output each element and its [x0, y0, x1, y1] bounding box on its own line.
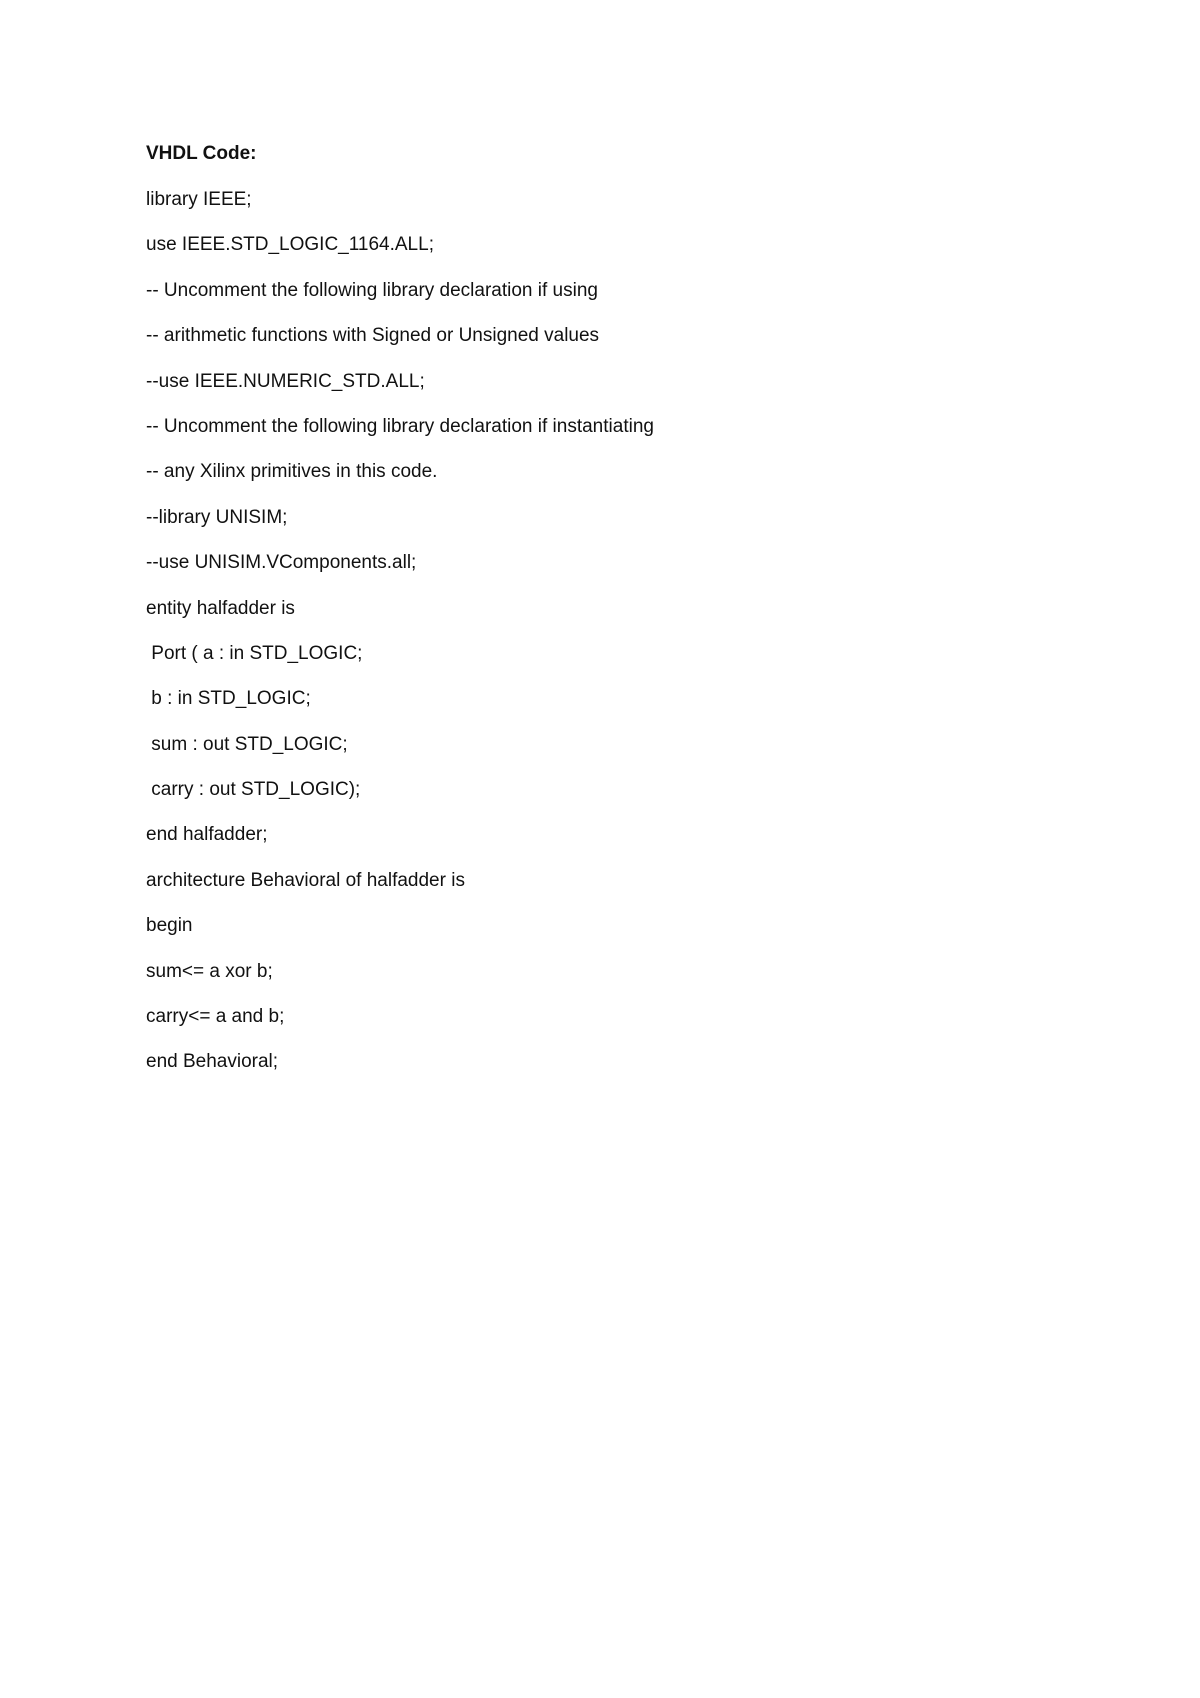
document-content — [146, 142, 1106, 1096]
code-line: --use IEEE.NUMERIC_STD.ALL; — [146, 370, 425, 392]
code-line: --use UNISIM.VComponents.all; — [146, 552, 417, 574]
code-line: -- arithmetic functions with Signed or Unsigned values — [146, 325, 600, 347]
code-line: sum<= a xor b; — [146, 960, 273, 982]
code-line: end halfadder; — [146, 824, 268, 846]
code-line: begin — [146, 915, 193, 937]
code-line: end Behavioral; — [146, 1051, 279, 1073]
code-line: -- Uncomment the following library declaration if using — [146, 279, 598, 301]
code-line: Port ( a : in STD_LOGIC; — [146, 642, 363, 664]
code-line: architecture Behavioral of halfadder is — [146, 869, 465, 891]
code-line: --library UNISIM; — [146, 506, 288, 528]
code-line: b : in STD_LOGIC; — [146, 688, 311, 710]
code-line: -- Uncomment the following library declaration if instantiating — [146, 415, 654, 437]
code-line: use IEEE.STD_LOGIC_1164.ALL; — [146, 234, 434, 256]
code-line: -- any Xilinx primitives in this code. — [146, 461, 438, 483]
code-listing — [146, 188, 1106, 1096]
code-line: carry<= a and b; — [146, 1006, 285, 1028]
code-line: carry : out STD_LOGIC); — [146, 779, 361, 801]
code-line: sum : out STD_LOGIC; — [146, 733, 348, 755]
code-line: entity halfadder is — [146, 597, 295, 619]
document-heading: VHDL Code: — [146, 143, 257, 164]
code-line: library IEEE; — [146, 189, 252, 210]
